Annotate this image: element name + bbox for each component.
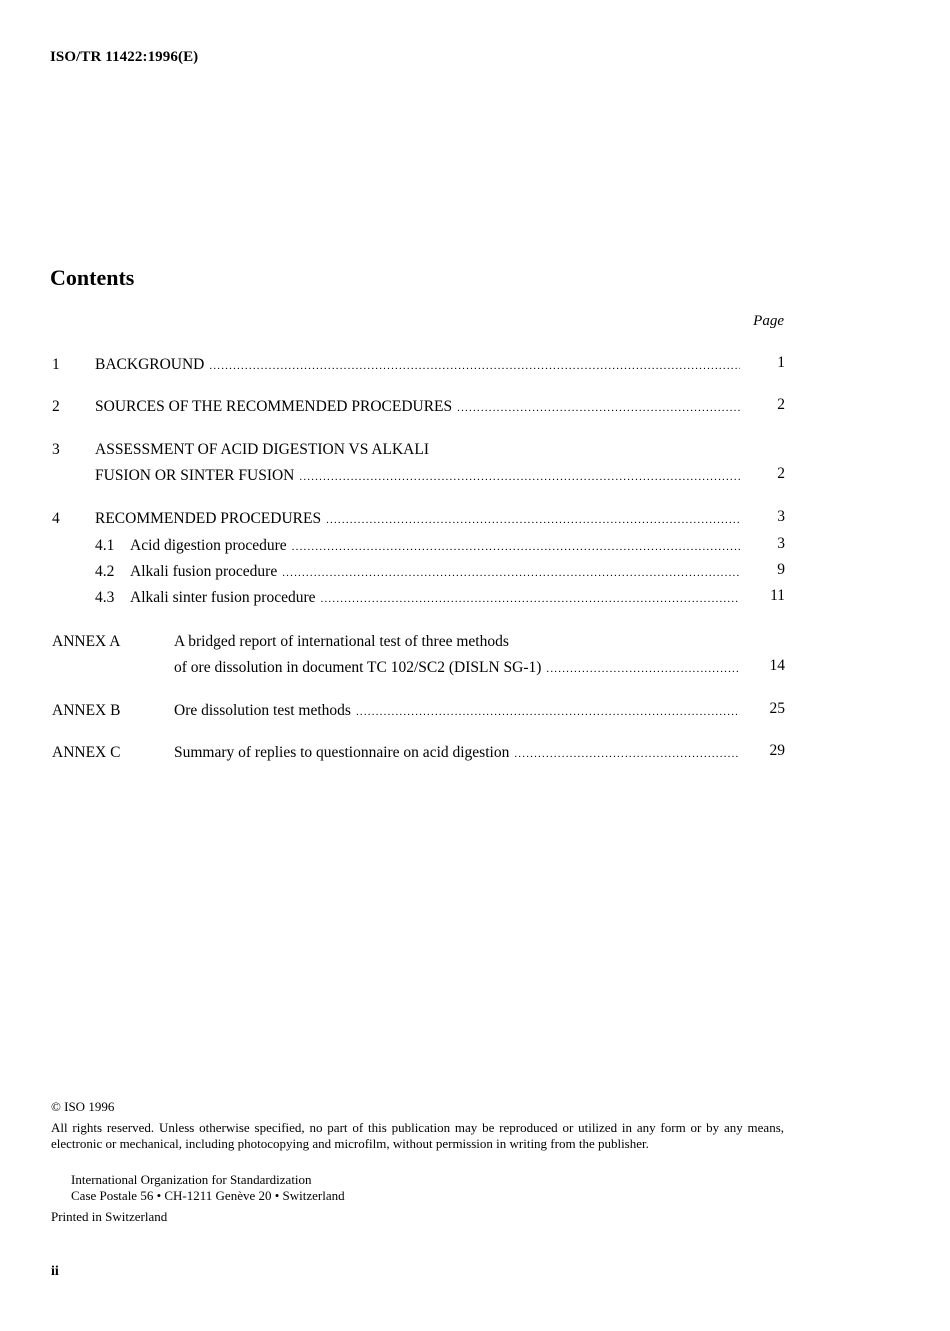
toc-entry-title-line2: FUSION OR SINTER FUSION [95,467,295,484]
annex-title: Ore dissolution test methods [174,702,351,719]
toc-entry[interactable] [95,397,740,418]
dot-leader [321,589,740,609]
toc-subentry-page: 11 [770,587,785,604]
toc-subentry-title: Alkali fusion procedure [130,563,278,580]
rights-statement: All rights reserved. Unless otherwise specified, no part of this publication may be reproduced or utilized in any form or by any means, electronic or mechanical, including photocopying and microfilm, without permission in writing from the publisher. [51,1120,784,1151]
printed-in: Printed in Switzerland [51,1209,168,1224]
toc-entry[interactable] [95,509,740,530]
dot-leader [356,702,740,722]
dot-leader [299,467,740,487]
toc-subentry-page: 3 [777,535,785,552]
annex-label: ANNEX A [52,633,121,650]
annex-title-line2: of ore dissolution in document TC 102/SC2 (DISLN SG-1) [174,659,542,676]
publisher-name: International Organization for Standardization [71,1172,312,1187]
toc-subentry-title: Acid digestion procedure [130,537,287,554]
toc-subentry-page: 9 [777,561,785,578]
copyright-notice: © ISO 1996 [51,1099,115,1114]
toc-entry-page: 2 [777,465,785,482]
page-number: ii [51,1264,59,1279]
annex-entry[interactable] [174,743,740,764]
annex-entry[interactable] [174,658,740,679]
toc-subentry[interactable] [95,536,740,557]
annex-title-line1[interactable]: A bridged report of international test of three methods [174,633,509,650]
dot-leader [546,659,740,679]
toc-subentry-number: 4.2 [95,563,115,580]
annex-page: 14 [769,657,785,674]
toc-entry-title: SOURCES OF THE RECOMMENDED PROCEDURES [95,398,453,415]
toc-subentry[interactable] [95,562,740,583]
dot-leader [457,398,740,418]
toc-subentry-number: 4.1 [95,537,115,554]
toc-entry-page: 3 [777,508,785,525]
toc-entry-page: 2 [777,396,785,413]
annex-page: 25 [769,700,785,717]
toc-entry-title: RECOMMENDED PROCEDURES [95,510,322,527]
dot-leader [282,563,740,583]
toc-entry-title-line1[interactable]: ASSESSMENT OF ACID DIGESTION VS ALKALI [95,441,430,458]
annex-title: Summary of replies to questionnaire on acid digestion [174,744,510,761]
page-column-label: Page [753,313,784,329]
annex-page: 29 [769,742,785,759]
toc-subentry-number: 4.3 [95,589,115,606]
publisher-address: Case Postale 56 • CH-1211 Genève 20 • Switzerland [71,1188,345,1203]
toc-entry-number: 2 [52,398,60,415]
toc-subentry-title: Alkali sinter fusion procedure [130,589,316,606]
dot-leader [326,510,740,530]
toc-subentry[interactable] [95,588,740,609]
dot-leader [209,356,740,376]
annex-label: ANNEX B [52,702,121,719]
dot-leader [514,744,740,764]
toc-entry-title: BACKGROUND [95,356,205,373]
toc-entry-page: 1 [777,354,785,371]
contents-heading: Contents [50,265,135,290]
dot-leader [292,537,740,557]
toc-entry-number: 3 [52,441,60,458]
annex-label: ANNEX C [52,744,121,761]
toc-entry[interactable] [95,355,740,376]
toc-entry[interactable] [95,466,740,487]
toc-entry-number: 4 [52,510,60,527]
toc-entry-number: 1 [52,356,60,373]
annex-entry[interactable] [174,701,740,722]
document-id: ISO/TR 11422:1996(E) [50,49,199,65]
